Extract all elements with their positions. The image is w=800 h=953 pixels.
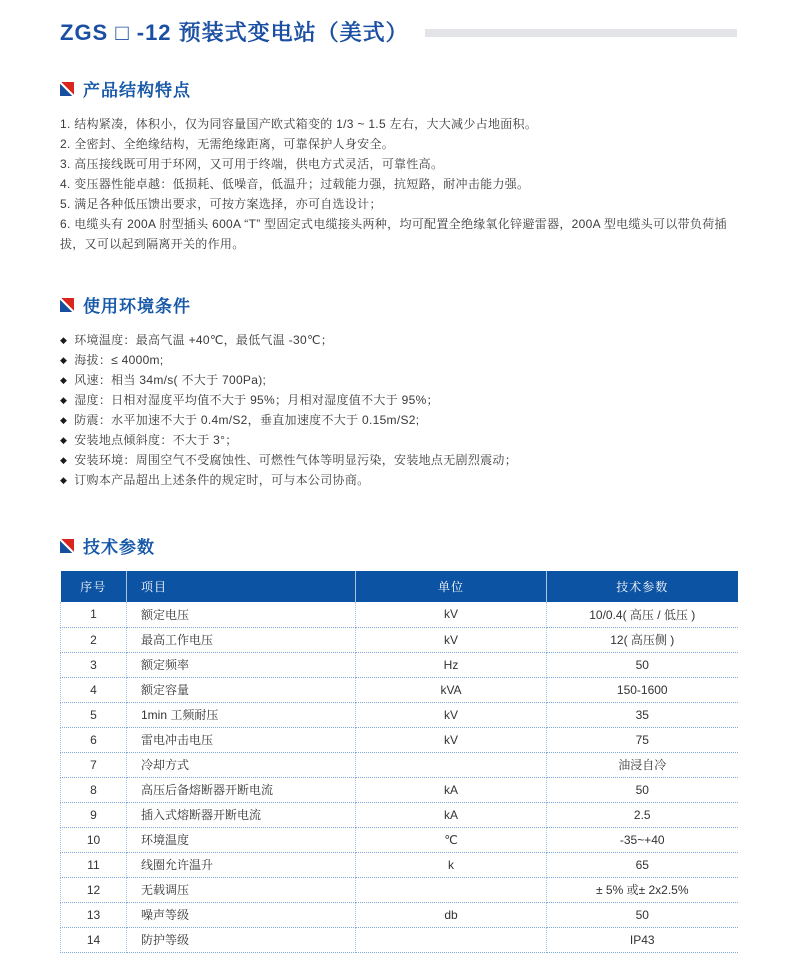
list-item-text: 风速：相当 34m/s( 不大于 700Pa);: [74, 373, 267, 387]
table-row: [61, 752, 738, 777]
cell-value: 10/0.4( 高压 / 低压 ): [547, 602, 738, 627]
table-row: [61, 927, 738, 952]
cell-item: 额定容量: [127, 677, 356, 702]
title-row: [60, 16, 737, 47]
environment-item: [60, 451, 737, 471]
cell-no: 8: [61, 777, 127, 802]
section-heading-text: 产品结构特点: [83, 81, 191, 100]
diamond-bullet-icon: ◆: [60, 355, 68, 365]
section-heading: [60, 76, 737, 101]
list-item-text: 订购本产品超出上述条件的规定时，可与本公司协商。: [74, 473, 370, 487]
cell-value: 65: [547, 852, 738, 877]
cell-unit: Hz: [356, 652, 547, 677]
cell-item: 插入式熔断器开断电流: [127, 802, 356, 827]
cell-item: 噪声等级: [127, 902, 356, 927]
cell-item: 额定频率: [127, 652, 356, 677]
cell-no: 4: [61, 677, 127, 702]
cell-value: 50: [547, 777, 738, 802]
cell-unit: kV: [356, 627, 547, 652]
feature-item: 6. 电缆头有 200A 肘型插头 600A “T” 型固定式电缆接头两种，均可配置全绝缘氧化锌避雷器，200A 型电缆头可以带负荷插拔，又可以起到隔离开关的作用。: [60, 217, 727, 251]
list-item-text: 海拔：≤ 4000m;: [74, 353, 164, 367]
cell-value: 2.5: [547, 802, 738, 827]
cell-no: 12: [61, 877, 127, 902]
table-row: [61, 677, 738, 702]
cell-item: 额定电压: [127, 602, 356, 627]
diamond-bullet-icon: ◆: [60, 475, 68, 485]
page-title: ZGS □ -12 预装式变电站（美式）: [60, 20, 409, 45]
cell-value: 50: [547, 902, 738, 927]
cell-unit: [356, 877, 547, 902]
feature-list: [60, 114, 737, 254]
cell-no: 7: [61, 752, 127, 777]
feature-item: 5. 满足各种低压馈出要求，可按方案选择，亦可自选设计；: [60, 197, 382, 211]
cell-value: 油浸自冷: [547, 752, 738, 777]
cell-unit: [356, 752, 547, 777]
section-environment-conditions: [60, 292, 737, 491]
list-item-text: 防震：水平加速不大于 0.4m/S2，垂直加速度不大于 0.15m/S2;: [74, 413, 420, 427]
cell-value: 150-1600: [547, 677, 738, 702]
environment-list: [60, 331, 737, 491]
table-row: [61, 802, 738, 827]
cell-unit: kV: [356, 702, 547, 727]
parameters-table: [60, 571, 738, 953]
cell-unit: [356, 927, 547, 952]
cell-item: 高压后备熔断器开断电流: [127, 777, 356, 802]
cell-unit: db: [356, 902, 547, 927]
environment-item: [60, 351, 737, 371]
list-item-text: 安装环境：周围空气不受腐蚀性、可燃性气体等明显污染，安装地点无剧烈震动；: [74, 453, 518, 467]
table-row: [61, 827, 738, 852]
cell-value: 12( 高压侧 ): [547, 627, 738, 652]
cell-item: 冷却方式: [127, 752, 356, 777]
cell-unit: kV: [356, 602, 547, 627]
table-row: [61, 727, 738, 752]
section-heading-text: 使用环境条件: [83, 297, 191, 316]
column-header-no: 序号: [61, 571, 127, 602]
diamond-bullet-icon: ◆: [60, 335, 68, 345]
cell-item: 无载调压: [127, 877, 356, 902]
cell-unit: kVA: [356, 677, 547, 702]
cell-unit: k: [356, 852, 547, 877]
table-row: [61, 652, 738, 677]
cell-value: 50: [547, 652, 738, 677]
table-row: [61, 877, 738, 902]
cell-value: 35: [547, 702, 738, 727]
diamond-bullet-icon: ◆: [60, 415, 68, 425]
cell-item: 环境温度: [127, 827, 356, 852]
feature-item: 2. 全密封、全绝缘结构，无需绝缘距离，可靠保护人身安全。: [60, 137, 395, 151]
cell-no: 11: [61, 852, 127, 877]
diamond-bullet-icon: ◆: [60, 395, 68, 405]
cell-no: 13: [61, 902, 127, 927]
environment-item: [60, 371, 737, 391]
section-heading: [60, 533, 737, 558]
cell-value: -35~+40: [547, 827, 738, 852]
column-header-unit: 单位: [356, 571, 547, 602]
environment-item: [60, 431, 737, 451]
section-heading-text: 技术参数: [83, 538, 155, 557]
cell-item: 最高工作电压: [127, 627, 356, 652]
cell-no: 5: [61, 702, 127, 727]
cell-value: ± 5% 或± 2x2.5%: [547, 877, 738, 902]
section-marker-icon: [60, 82, 74, 96]
diamond-bullet-icon: ◆: [60, 455, 68, 465]
table-row: [61, 602, 738, 627]
cell-no: 9: [61, 802, 127, 827]
environment-item: [60, 411, 737, 431]
section-product-features: [60, 76, 737, 254]
cell-no: 14: [61, 927, 127, 952]
feature-item: 4. 变压器性能卓越：低损耗、低噪音，低温升；过载能力强，抗短路，耐冲击能力强。: [60, 177, 530, 191]
environment-item: [60, 471, 737, 491]
cell-item: 1min 工频耐压: [127, 702, 356, 727]
diamond-bullet-icon: ◆: [60, 375, 68, 385]
cell-no: 1: [61, 602, 127, 627]
table-row: [61, 627, 738, 652]
column-header-value: 技术参数: [547, 571, 738, 602]
cell-unit: kA: [356, 802, 547, 827]
section-technical-parameters: [60, 533, 737, 953]
title-underline-bar: [425, 29, 737, 37]
section-marker-icon: [60, 539, 74, 553]
list-item-text: 安装地点倾斜度：不大于 3°；: [74, 433, 238, 447]
cell-item: 防护等级: [127, 927, 356, 952]
section-heading: [60, 292, 737, 317]
environment-item: [60, 331, 737, 351]
table-header-row: [61, 571, 738, 602]
cell-value: 75: [547, 727, 738, 752]
table-row: [61, 852, 738, 877]
cell-unit: kV: [356, 727, 547, 752]
table-body: [61, 602, 738, 952]
list-item-text: 环境温度：最高气温 +40℃，最低气温 -30℃；: [74, 333, 334, 347]
cell-value: IP43: [547, 927, 738, 952]
cell-no: 3: [61, 652, 127, 677]
cell-no: 2: [61, 627, 127, 652]
table-row: [61, 902, 738, 927]
diamond-bullet-icon: ◆: [60, 435, 68, 445]
cell-no: 6: [61, 727, 127, 752]
environment-item: [60, 391, 737, 411]
feature-item: 1. 结构紧凑，体积小，仅为同容量国产欧式箱变的 1/3 ~ 1.5 左右，大大减少占地面积。: [60, 117, 538, 131]
table-row: [61, 702, 738, 727]
table-row: [61, 777, 738, 802]
cell-no: 10: [61, 827, 127, 852]
feature-item: 3. 高压接线既可用于环网，又可用于终端，供电方式灵活，可靠性高。: [60, 157, 444, 171]
cell-item: 雷电冲击电压: [127, 727, 356, 752]
list-item-text: 湿度：日相对湿度平均值不大于 95%；月相对湿度值不大于 95%；: [74, 393, 439, 407]
cell-unit: kA: [356, 777, 547, 802]
cell-unit: ℃: [356, 827, 547, 852]
column-header-item: 项目: [127, 571, 356, 602]
cell-item: 线圈允许温升: [127, 852, 356, 877]
section-marker-icon: [60, 298, 74, 312]
